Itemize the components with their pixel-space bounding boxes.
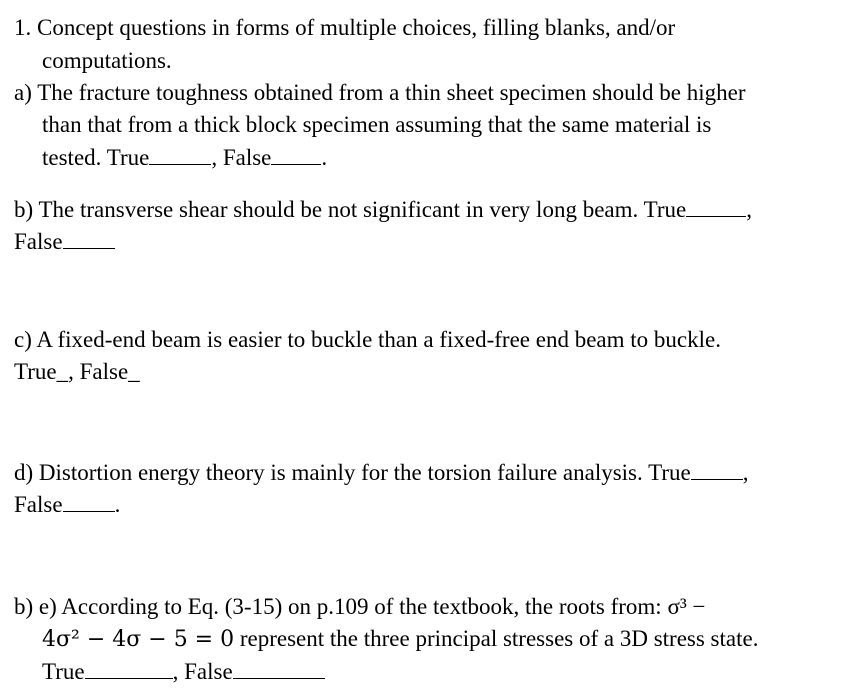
question-d-comma: , — [742, 460, 749, 485]
question-e-line-1: b) e) According to Eq. (3-15) on p.109 of the textbook, the roots from: σ³ − — [14, 594, 706, 619]
question-e-true-label: True — [42, 659, 85, 684]
question-e-line-3 — [42, 656, 325, 687]
question-b-comma: , — [746, 197, 752, 222]
question-a-line-1: a) The fracture toughness obtained from a thin sheet specimen should be higher — [14, 80, 746, 105]
question-e-text: represent the three principal stresses of a 3D stress state. — [234, 626, 759, 651]
question-c-line-2: True_, False_ — [14, 359, 140, 384]
question-a-true-blank[interactable] — [149, 142, 211, 165]
question-d-false-blank[interactable] — [63, 489, 115, 512]
intro-line-1: 1. Concept questions in forms of multiple choices, filling blanks, and/or — [14, 15, 676, 40]
question-a-false-blank[interactable] — [271, 142, 321, 165]
question-a-line-2: than that from a thick block specimen assuming that the same material is — [42, 112, 712, 137]
question-e-line-2 — [42, 624, 758, 655]
intro-line-2: computations. — [42, 48, 172, 73]
question-b-true-blank[interactable] — [686, 194, 746, 217]
question-a-true-label: tested. True — [42, 145, 150, 170]
question-d-true-blank[interactable] — [691, 457, 743, 480]
question-b-line-2 — [14, 226, 115, 257]
question-d-period: . — [114, 492, 121, 517]
question-a-line-3 — [42, 142, 327, 173]
question-c-line-1: c) A fixed-end beam is easier to buckle than a fixed-free end beam to buckle. — [14, 327, 721, 352]
question-a-false-label: , False — [211, 145, 272, 170]
question-e-false-label: , False — [172, 659, 233, 684]
question-a-period: . — [321, 145, 328, 170]
question-d-false-label: False — [14, 492, 63, 517]
question-d-line-1 — [14, 457, 748, 488]
question-e-true-blank[interactable] — [85, 656, 173, 679]
question-b-false-label: False — [14, 229, 63, 254]
question-e-false-blank[interactable] — [233, 656, 325, 679]
question-e-equation: 4σ² − 4σ − 5 = 0 — [42, 627, 235, 652]
question-b-text: b) The transverse shear should be not significant in very long beam. True — [14, 197, 687, 222]
question-b-line-1 — [14, 194, 752, 225]
question-d-line-2 — [14, 489, 120, 520]
question-b-false-blank[interactable] — [63, 226, 115, 249]
question-d-text: d) Distortion energy theory is mainly for the torsion failure analysis. True — [14, 460, 691, 485]
